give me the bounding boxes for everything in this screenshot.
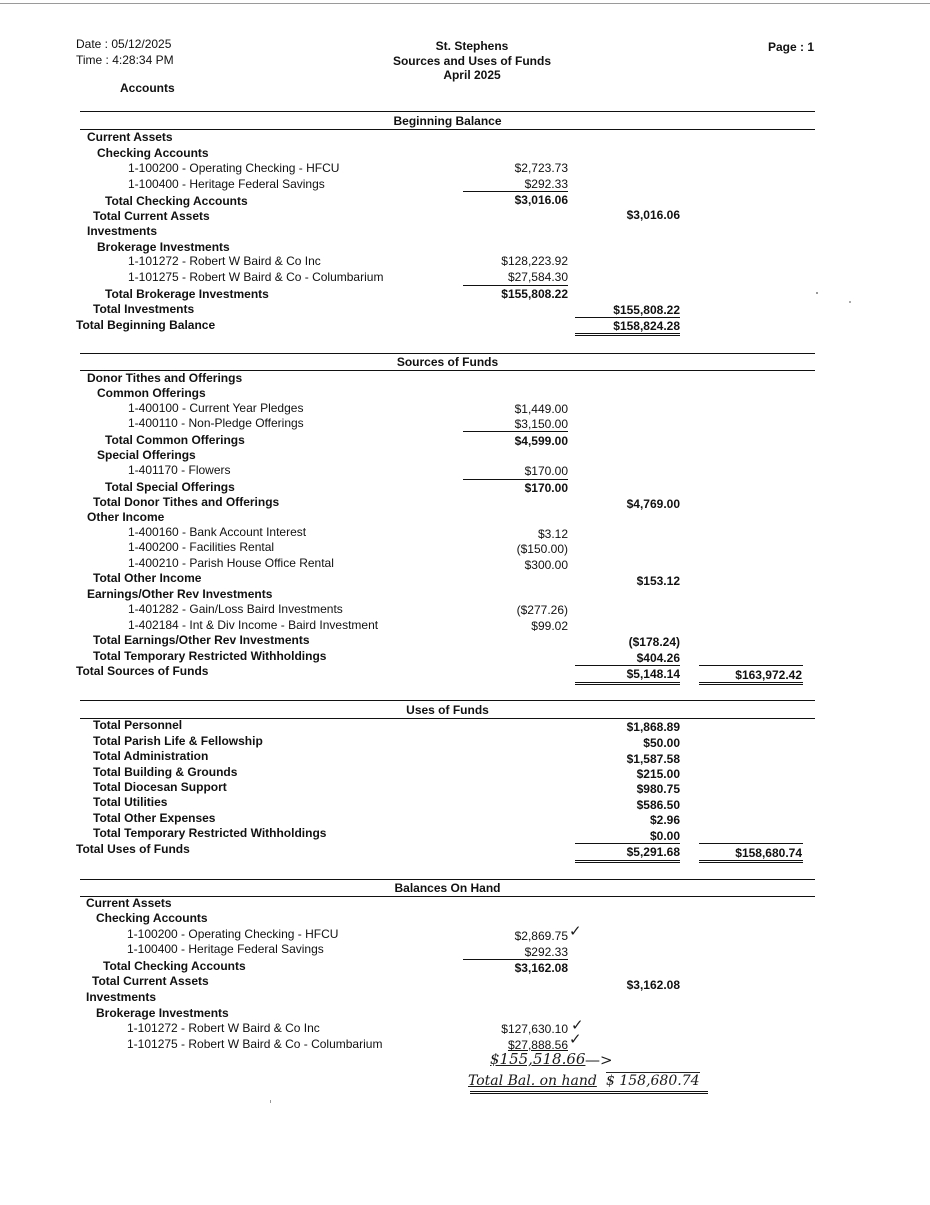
section-title-uses-of-funds: Uses of Funds — [406, 703, 489, 717]
total-amount: $3,016.06 — [626, 208, 680, 222]
subtotal-rule — [463, 959, 568, 960]
group-investments: Investments — [87, 224, 158, 238]
total-amount: $3,016.06 — [514, 193, 568, 207]
running-total-amount: $158,680.74 — [735, 846, 802, 860]
subtotal-rule — [575, 843, 680, 844]
total-label: Total Donor Tithes and Offerings — [93, 495, 280, 509]
total-label: Total Checking Accounts — [103, 959, 246, 973]
total-label: Total Earnings/Other Rev Investments — [93, 633, 310, 647]
group-checking-accounts: Checking Accounts — [97, 146, 209, 160]
group-earnings: Earnings/Other Rev Investments — [87, 587, 273, 601]
account-amount: $3.12 — [537, 527, 568, 541]
page-number: Page : 1 — [768, 40, 815, 54]
handwritten-checkmark-icon: ✓ — [569, 922, 582, 940]
org-name: St. Stephens — [435, 39, 509, 53]
account-label: 1-100200 - Operating Checking - HFCU — [128, 161, 340, 175]
double-underline — [575, 860, 680, 863]
total-label: Total Sources of Funds — [76, 664, 209, 678]
account-amount: $99.02 — [531, 619, 568, 633]
scan-top-edge — [0, 3, 930, 4]
total-amount: ($178.24) — [628, 635, 680, 649]
account-label: 1-100400 - Heritage Federal Savings — [128, 177, 325, 191]
group-investments: Investments — [86, 990, 157, 1004]
group-current-assets: Current Assets — [87, 130, 173, 144]
report-date: Date : 05/12/2025 — [76, 37, 172, 51]
section-title-sources-of-funds: Sources of Funds — [396, 355, 499, 369]
subtotal-rule — [463, 285, 568, 286]
group-brokerage-investments: Brokerage Investments — [97, 240, 230, 254]
handwritten-double-underline — [470, 1091, 708, 1094]
total-label: Total Parish Life & Fellowship — [93, 734, 263, 748]
total-label: Total Building & Grounds — [93, 765, 238, 779]
double-underline — [699, 860, 803, 863]
group-donor-tithes: Donor Tithes and Offerings — [87, 371, 243, 385]
account-label: 1-101275 - Robert W Baird & Co - Columbarium — [128, 270, 384, 284]
total-label: Total Personnel — [93, 718, 183, 732]
total-label: Total Temporary Restricted Withholdings — [93, 826, 327, 840]
account-label: 1-100400 - Heritage Federal Savings — [127, 942, 324, 956]
scan-speck — [849, 301, 851, 303]
total-label: Total Common Offerings — [105, 433, 245, 447]
total-amount: $980.75 — [636, 782, 680, 796]
handwritten-subtotal: $155,518.66 — [490, 1050, 586, 1068]
double-underline — [575, 682, 680, 685]
account-amount: $27,584.30 — [507, 270, 568, 284]
subtotal-rule — [699, 665, 803, 666]
total-label: Total Brokerage Investments — [105, 287, 269, 301]
report-period: April 2025 — [443, 68, 501, 82]
account-label: 1-100200 - Operating Checking - HFCU — [127, 927, 339, 941]
total-amount: $3,162.08 — [626, 978, 680, 992]
account-label: 1-400200 - Facilities Rental — [128, 540, 275, 554]
running-total-amount: $163,972.42 — [735, 668, 802, 682]
subtotal-rule — [575, 317, 680, 318]
total-amount: $404.26 — [636, 651, 680, 665]
account-amount: $127,630.10 — [501, 1022, 568, 1036]
total-amount: $1,587.58 — [626, 752, 680, 766]
account-amount: $292.33 — [524, 177, 568, 191]
total-label: Total Special Offerings — [105, 480, 235, 494]
total-amount: $586.50 — [636, 798, 680, 812]
section-rule — [80, 129, 815, 130]
report-time: Time : 4:28:34 PM — [76, 53, 174, 67]
account-amount: $2,723.73 — [514, 161, 568, 175]
total-label: Total Administration — [93, 749, 209, 763]
total-amount: $2.96 — [649, 813, 680, 827]
account-label: 1-400160 - Bank Account Interest — [128, 525, 307, 539]
total-amount: $0.00 — [649, 829, 680, 843]
total-amount: $4,769.00 — [626, 497, 680, 511]
total-label: Total Utilities — [93, 795, 168, 809]
total-amount: $5,291.68 — [626, 845, 680, 859]
account-label: 1-400110 - Non-Pledge Offerings — [128, 416, 304, 430]
double-underline — [575, 333, 680, 336]
section-rule — [80, 718, 815, 719]
handwritten-checkmark-icon: ✓ — [569, 1030, 582, 1048]
subtotal-rule — [575, 665, 680, 666]
account-label: 1-101275 - Robert W Baird & Co - Columbarium — [127, 1037, 383, 1051]
group-special-offerings: Special Offerings — [97, 448, 196, 462]
subtotal-rule — [699, 843, 803, 844]
account-amount: $1,449.00 — [514, 402, 568, 416]
account-label: 1-401170 - Flowers — [128, 463, 231, 477]
group-brokerage-investments: Brokerage Investments — [96, 1006, 229, 1020]
handwritten-arrow-icon: —> — [585, 1051, 613, 1069]
total-label: Total Checking Accounts — [105, 194, 248, 208]
account-label: 1-401282 - Gain/Loss Baird Investments — [128, 602, 343, 616]
double-underline — [699, 682, 803, 685]
section-title-beginning-balance: Beginning Balance — [393, 114, 502, 128]
account-amount: $27,888.56 — [507, 1038, 568, 1052]
accounts-heading: Accounts — [120, 81, 175, 95]
handwritten-total-amount: $ 158,680.74 — [606, 1073, 700, 1089]
account-label: 1-400100 - Current Year Pledges — [128, 401, 304, 415]
section-rule — [80, 353, 815, 354]
account-label: 1-101272 - Robert W Baird & Co Inc — [128, 254, 321, 268]
total-amount: $155,808.22 — [613, 303, 680, 317]
account-amount: $300.00 — [524, 558, 568, 572]
total-amount: $50.00 — [643, 736, 680, 750]
account-amount: ($277.26) — [516, 603, 568, 617]
total-label: Total Other Income — [93, 571, 202, 585]
section-rule — [80, 879, 815, 880]
section-rule — [80, 896, 815, 897]
total-amount: $155,808.22 — [501, 287, 568, 301]
account-label: 1-400210 - Parish House Office Rental — [128, 556, 334, 570]
handwritten-total-label: Total Bal. on hand — [468, 1073, 597, 1089]
account-label: 1-402184 - Int & Div Income - Baird Investment — [128, 618, 379, 632]
subtotal-rule — [463, 479, 568, 480]
section-title-balances-on-hand: Balances On Hand — [394, 881, 501, 895]
total-amount: $153.12 — [636, 574, 680, 588]
total-label: Total Current Assets — [93, 209, 210, 223]
total-label: Total Temporary Restricted Withholdings — [93, 649, 327, 663]
total-amount: $215.00 — [636, 767, 680, 781]
subtotal-rule — [463, 191, 568, 192]
total-label: Total Investments — [93, 302, 195, 316]
section-rule — [80, 700, 815, 701]
handwritten-checkmark-icon: ✓ — [571, 1016, 584, 1034]
total-label: Total Current Assets — [92, 974, 209, 988]
total-amount: $4,599.00 — [514, 434, 568, 448]
total-amount: $5,148.14 — [626, 667, 680, 681]
group-current-assets: Current Assets — [86, 896, 172, 910]
total-label: Total Uses of Funds — [76, 842, 190, 856]
group-common-offerings: Common Offerings — [97, 386, 206, 400]
total-amount: $3,162.08 — [514, 961, 568, 975]
total-amount: $170.00 — [524, 481, 568, 495]
report-title: Sources and Uses of Funds — [392, 54, 552, 68]
group-checking-accounts: Checking Accounts — [96, 911, 208, 925]
total-label: Total Diocesan Support — [93, 780, 227, 794]
account-amount: $128,223.92 — [501, 254, 568, 268]
account-amount: $3,150.00 — [514, 417, 568, 431]
grand-total-amount: $158,824.28 — [613, 319, 680, 333]
account-amount: $2,869.75 — [514, 929, 568, 943]
account-amount: ($150.00) — [516, 542, 568, 556]
scan-speck — [270, 1100, 271, 1103]
account-amount: $292.33 — [524, 945, 568, 959]
subtotal-rule — [463, 431, 568, 432]
scan-speck — [816, 292, 818, 294]
total-label: Total Other Expenses — [93, 811, 216, 825]
total-label: Total Beginning Balance — [76, 318, 216, 332]
account-label: 1-101272 - Robert W Baird & Co Inc — [127, 1021, 320, 1035]
total-amount: $1,868.89 — [626, 720, 680, 734]
section-rule — [80, 111, 815, 112]
account-amount: $170.00 — [524, 464, 568, 478]
group-other-income: Other Income — [87, 510, 165, 524]
